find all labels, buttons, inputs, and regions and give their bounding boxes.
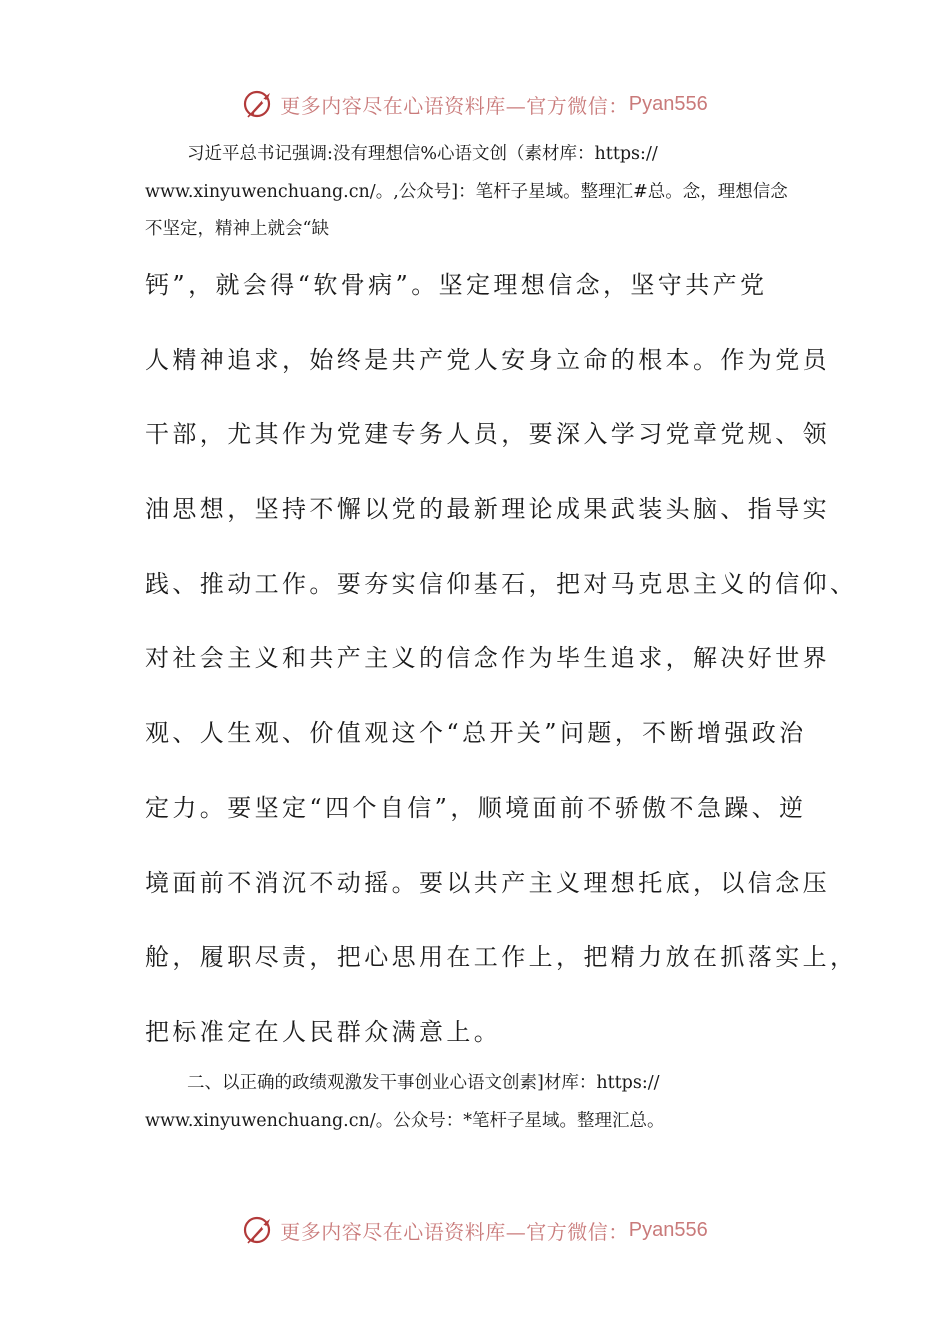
text-line: 不坚定，精神上就会“缺 [145,219,329,239]
text-line: 对社会主义和共产主义的信念作为毕生追求，解决好世界 [145,644,830,673]
banner-handle: Pyan556 [628,92,708,115]
header-banner [0,84,950,124]
text-line: 油思想，坚持不懈以党的最新理论成果武装头脑、指导实 [145,495,830,524]
pen-logo-icon [242,1213,276,1247]
text-line: 把标准定在人民群众满意上。 [145,1017,502,1046]
text-line: 干部，尤其作为党建专务人员，要深入学习党章党规、领 [145,420,830,449]
text-line: 钙”，就会得“软骨病”。坚定理想信念，坚守共产党 [145,271,768,299]
text-line: 习近平总书记强调:没有理想信%心语文创（素材库：https:// [187,144,658,164]
text-line: 境面前不消沉不动摇。要以共产主义理想托底，以信念压 [145,868,830,897]
text-line: 舱，履职尽责，把心思用在工作上，把精力放在抓落实上， [145,943,858,972]
text-line: 人精神追求，始终是共产党人安身立命的根本。作为党员 [145,345,830,374]
footer-banner [0,1210,950,1250]
text-line: 定力。要坚定“四个自信”，顺境面前不骄傲不急躁、逆 [145,793,807,822]
banner-text: 更多内容尽在心语资料库—官方微信： [280,93,629,118]
paragraph-2 [145,262,858,1084]
banner-text: 更多内容尽在心语资料库—官方微信： [280,1219,629,1244]
paragraph-3 [145,1065,810,1140]
pen-logo-icon [242,87,276,121]
text-line: www.xinyuwenchuang.cn/。公众号：*笔杆子星域。整理汇总。 [145,1110,665,1131]
paragraph-1 [145,136,810,249]
text-line: 践、推动工作。要夯实信仰基石，把对马克思主义的信仰、 [145,569,858,598]
banner-handle: Pyan556 [628,1218,708,1241]
text-line: www.xinyuwenchuang.cn/。,公众号]：笔杆子星域。整理汇#总。念，理想信念 [145,181,788,202]
text-line: 二、以正确的政绩观激发干事创业心语文创素]材库：https:// [187,1073,660,1093]
text-line: 观、人生观、价值观这个“总开关”问题，不断增强政治 [145,719,807,748]
